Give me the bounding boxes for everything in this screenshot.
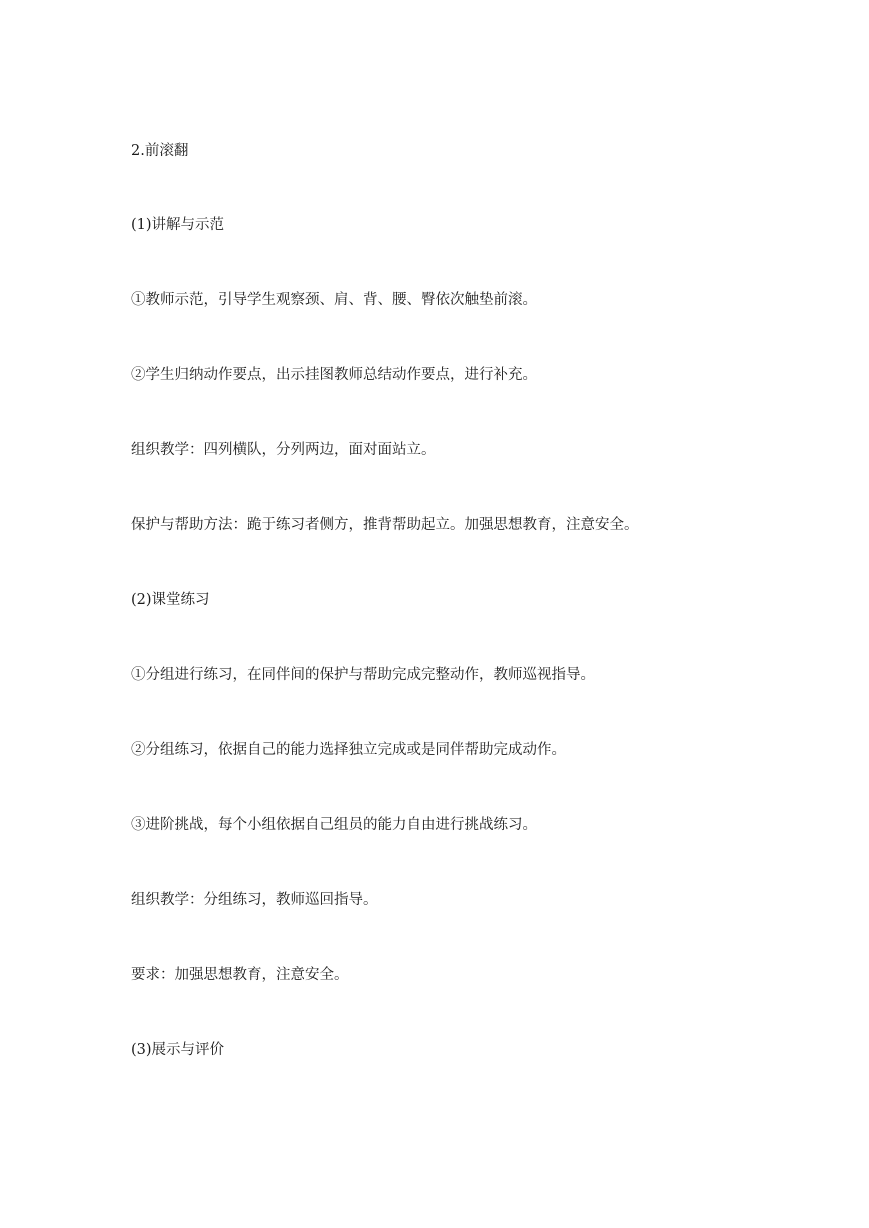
paragraph: ①分组进行练习，在同伴间的保护与帮助完成完整动作，教师巡视指导。 (131, 667, 595, 683)
paragraph: 保护与帮助方法：跪于练习者侧方，推背帮助起立。加强思想教育，注意安全。 (131, 517, 639, 533)
subsection-heading: (3)展示与评价 (131, 1042, 225, 1058)
paragraph: 组织教学：四列横队，分列两边，面对面站立。 (131, 442, 436, 458)
paragraph: ②学生归纳动作要点，出示挂图教师总结动作要点，进行补充。 (131, 367, 537, 383)
subsection-heading: (2)课堂练习 (131, 592, 210, 608)
paragraph: 要求：加强思想教育，注意安全。 (131, 967, 349, 983)
paragraph: 组织教学：分组练习，教师巡回指导。 (131, 892, 378, 908)
subsection-heading: (1)讲解与示范 (131, 217, 225, 233)
section-heading: 2.前滚翻 (131, 143, 189, 159)
paragraph: ③进阶挑战，每个小组依据自己组员的能力自由进行挑战练习。 (131, 817, 537, 833)
paragraph: ①教师示范，引导学生观察颈、肩、背、腰、臀依次触垫前滚。 (131, 292, 537, 308)
paragraph: ②分组练习，依据自己的能力选择独立完成或是同伴帮助完成动作。 (131, 742, 566, 758)
